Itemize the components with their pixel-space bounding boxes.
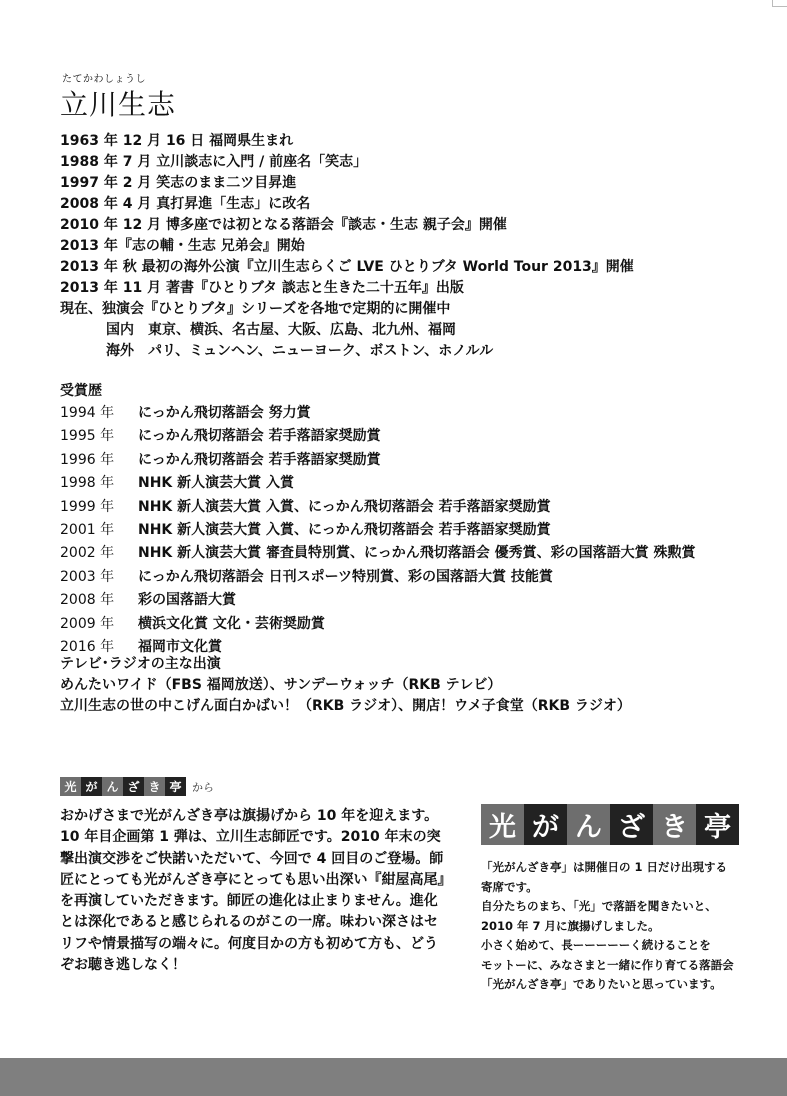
- bio-line: 1963 年 12 月 16 日 福岡県生まれ: [60, 133, 294, 149]
- award-row: [60, 542, 780, 565]
- bio-line: 2008 年 4 月 真打昇進「生志」に改名: [60, 196, 311, 212]
- award-year: 2002 年: [60, 545, 115, 562]
- footer-bar: [0, 1058, 787, 1096]
- venue-info-line: モットーに、みなさまと一緒に作り育てる落語会: [481, 957, 734, 972]
- award-year: 2003 年: [60, 568, 115, 585]
- awards-section: [60, 381, 780, 659]
- award-text: 福岡市文化賞: [138, 639, 222, 656]
- award-text: にっかん飛切落語会 努力賞: [138, 405, 311, 421]
- award-year: 1998 年: [60, 475, 115, 492]
- bio-location-domestic: 国内 東京、横浜、名古屋、大阪、広島、北九州、福岡: [106, 322, 456, 338]
- venue-info: [481, 858, 776, 995]
- bio-line: 2013 年 11 月 著書『ひとりブタ 談志と生きた二十五年』出版: [60, 280, 464, 296]
- tv-line: めんたいワイド（FBS 福岡放送）、サンデーウォッチ（RKB テレビ）: [60, 677, 502, 693]
- award-text: 横浜文化賞 文化・芸術奨励賞: [138, 615, 325, 632]
- logo-char: ん: [102, 777, 123, 796]
- award-text: にっかん飛切落語会 若手落語家奨励賞: [138, 428, 381, 445]
- awards-heading: 受賞歴: [60, 383, 102, 399]
- venue-info-line: 小さく始めて、長ーーーーーく続けることを: [481, 938, 711, 952]
- tv-line: 立川生志の世の中こげん面白かばい！（RKB ラジオ）、開店！ウメ子食堂（RKB ラジオ）: [60, 698, 631, 714]
- award-year: 1996 年: [60, 451, 115, 468]
- award-row: [60, 472, 780, 495]
- bio-line: 2013 年『志の輔・生志 兄弟会』開始: [60, 238, 305, 254]
- logo-char: き: [144, 777, 165, 796]
- award-text: にっかん飛切落語会 若手落語家奨励賞: [138, 451, 381, 468]
- award-row: [60, 402, 780, 425]
- award-year: 2016 年: [60, 639, 115, 656]
- tv-heading: テレビ･ラジオの主な出演: [60, 656, 221, 672]
- award-row: [60, 589, 780, 612]
- venue-logo-small: [60, 777, 186, 796]
- award-text: NHK 新人演芸大賞 入賞: [138, 475, 295, 492]
- logo-char: が: [524, 804, 567, 845]
- bio-line: 1997 年 2 月 笑志のまま二ツ目昇進: [60, 175, 297, 191]
- award-year: 1994 年: [60, 405, 115, 421]
- logo-char: ざ: [610, 804, 653, 845]
- venue-from-label: [60, 777, 214, 796]
- logo-char: 光: [481, 804, 524, 845]
- logo-char: 光: [60, 777, 81, 796]
- logo-char: 亭: [165, 777, 186, 796]
- venue-logo-large: [481, 804, 739, 845]
- performer-name: 立川生志: [60, 88, 177, 121]
- venue-info-line: 「光がんざき亭」は開催日の 1 日だけ出現する: [481, 860, 728, 874]
- venue-info-line: 「光がんざき亭」でありたいと思っています。: [481, 977, 722, 991]
- bio-location-overseas: 海外 パリ、ミュンヘン、ニューヨーク、ボストン、ホノルル: [106, 343, 494, 359]
- bio-line: 1988 年 7 月 立川談志に入門 / 前座名「笑志」: [60, 154, 368, 170]
- tv-radio-section: [60, 654, 780, 717]
- name-ruby: たてかわしょうし: [62, 74, 146, 85]
- award-text: NHK 新人演芸大賞 入賞、にっかん飛切落語会 若手落語家奨励賞: [138, 522, 551, 539]
- logo-char: 亭: [696, 804, 739, 845]
- award-row: [60, 449, 780, 472]
- venue-message: おかげさまで光がんざき亭は旗揚げから 10 年を迎えます。10 年目企画第 1 弾は、立川生志師匠です。2010 年末の突撃出演交渉をご快諾いただいて、今回で 4 回目のご登場。師匠にとっても光がんざき亭にとっても思い出深い『紺屋高尾』を再演していただきます。師匠の進化は止まりません。進化とは深化であると感じられるのがこの一席。味わい深さはセリフや情景描写の端々に。何度目かの方も初めて方も、どうぞお聴き逃しなく！: [60, 808, 445, 974]
- award-row: [60, 496, 780, 519]
- venue-info-line: 寄席です。: [481, 879, 538, 894]
- logo-char: ん: [567, 804, 610, 845]
- from-text: から: [192, 780, 214, 794]
- award-year: 2001 年: [60, 522, 115, 539]
- biography: [60, 131, 780, 362]
- award-row: [60, 566, 780, 589]
- award-year: 1999 年: [60, 498, 115, 515]
- page-corner-mark: [772, 0, 787, 7]
- award-text: NHK 新人演芸大賞 入賞、にっかん飛切落語会 若手落語家奨励賞: [138, 498, 551, 515]
- award-row: [60, 519, 780, 542]
- venue-info-line: 2010 年 7 月に旗揚げしました。: [481, 918, 660, 933]
- award-year: 1995 年: [60, 428, 115, 445]
- venue-info-line: 自分たちのまち、「光」で落語を聞きたいと、: [481, 899, 717, 913]
- award-text: 彩の国落語大賞: [138, 592, 236, 609]
- bio-line: 2010 年 12 月 博多座では初となる落語会『談志・生志 親子会』開催: [60, 217, 507, 233]
- logo-char: き: [653, 804, 696, 845]
- award-text: にっかん飛切落語会 日刊スポーツ特別賞、彩の国落語大賞 技能賞: [138, 568, 553, 585]
- bio-line: 2013 年 秋 最初の海外公演『立川生志らくご LVE ひとりブタ World Tour 2013』開催: [60, 259, 634, 275]
- logo-char: が: [81, 777, 102, 796]
- bio-line: 現在、独演会『ひとりブタ』シリーズを各地で定期的に開催中: [60, 301, 451, 317]
- award-year: 2009 年: [60, 615, 115, 632]
- award-year: 2008 年: [60, 592, 115, 609]
- award-text: NHK 新人演芸大賞 審査員特別賞、にっかん飛切落語会 優秀賞、彩の国落語大賞 殊勲賞: [138, 545, 696, 562]
- award-row: [60, 425, 780, 448]
- award-row: [60, 613, 780, 636]
- logo-char: ざ: [123, 777, 144, 796]
